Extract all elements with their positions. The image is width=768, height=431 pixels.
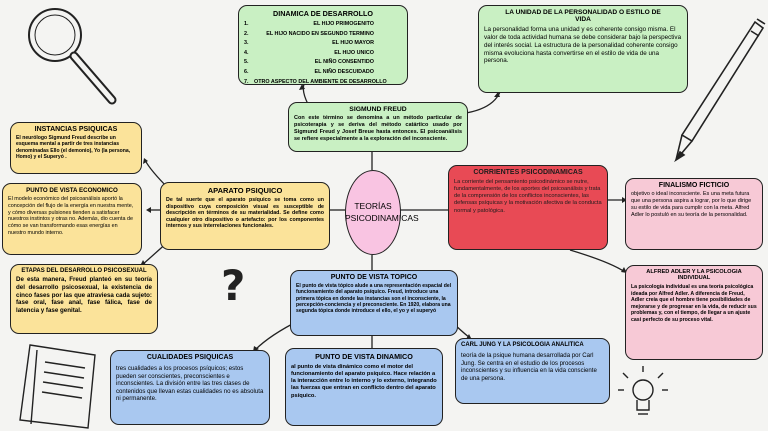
adler-box	[625, 265, 763, 360]
etapas-text: De esta manera, Freud planteó en su teoría del desarrollo psicosexual, la existencia de cinco fases por las que atraviesa cada sujeto: fase oral, fase anal, fase fálica, fase de latencia y fase genital.	[16, 276, 152, 314]
economico-box	[2, 183, 142, 255]
list-item: 1. EL HIJO PRIMOGENITO	[244, 21, 374, 27]
aparato-title: APARATO PSIQUICO	[207, 186, 283, 195]
cualidades-text: tres cualidades a los procesos psíquicos; estos pueden ser conscientes, preconscientes e inconscientes. La división entre las tres clases de contenidos que llevan estas cualidades no es absoluta ni permanente.	[116, 365, 264, 403]
corrientes-box	[448, 165, 608, 250]
cualidades-box	[110, 350, 270, 425]
jung-title: CARL JUNG Y LA PSICOLOGIA ANALITICA	[461, 342, 584, 348]
adler-text: La psicología individual es una teoría psicológica ideada por Alfred Adler. A diferencia de Freud, Adler creía que el hombre tiene posibilidades de mejorarse y de progresar en la vida, de reducir sus problemas y, con el tiempo, de llegar a un ajuste casi perfecto de su proceso vital.	[631, 284, 757, 323]
dinamica-list	[244, 20, 402, 85]
finalismo-text: objetivo o ideal inconsciente. Es una meta futura que una persona aspira a lograr, por lo que dirige su estilo de vida para cumplir con la meta. Alfred Adler lo postuló en su teoría de la personalidad.	[631, 191, 752, 218]
etapas-title: ETAPAS DEL DESARROLLO PSICOSEXUAL	[21, 268, 147, 274]
list-item: 2. EL HIJO NACIDO EN SEGUNDO TERMINO	[244, 30, 374, 37]
list-item: 3. EL HIJO MAYOR	[244, 40, 374, 47]
finalismo-box	[625, 178, 763, 250]
corrientes-text: La corriente del pensamiento psicodinámico se nutre, fundamentalmente, de los aportes del psicoanálisis y trata de la comprensión de los conflictos inconscientes, las defensas psíquicas y la motivación afectiva de la conducta normal y patológica.	[454, 179, 602, 214]
svg-text:?: ?	[221, 261, 246, 310]
unidad-title: LA UNIDAD DE LA PERSONALIDAD O ESTILO DE VIDA	[505, 9, 661, 23]
unidad-box	[478, 5, 688, 93]
cualidades-title: CUALIDADES PSIQUICAS	[146, 354, 234, 361]
list-item: 5. EL NIÑO CONSENTIDO	[244, 59, 374, 66]
aparato-box	[160, 182, 330, 250]
economico-text: El modelo económico del psicoanálisis aportó la concepción del flujo de la energía en nuestra mente, y cómo diversas pulsiones tienden a satisfacer nuestros instintos y otras no. Además, dio cuenta de cómo se van transformando esas energías en nuestro mundo interno.	[8, 196, 134, 236]
sigmund-text: Con este término se denomina a un método particular de psicoterapia y se deriva del método catártico usado por Sigmund Freud y Josef Breue hasta entonces. El psicoanálisis se refiere especialmente a la exploración del inconsciente.	[294, 115, 462, 142]
dinamico-text: al punto de vista dinámico como el motor del funcionamiento del aparato psíquico. Hace relación a la interacción entre lo interno y lo externo, integrando las fuerzas que entran en conflicto dentro del aparato psíquico.	[291, 364, 437, 399]
adler-title: ALFRED ADLER Y LA PSICOLOGIA INDIVIDUAL	[646, 269, 742, 281]
topico-title: PUNTO DE VISTA TOPICO	[330, 274, 418, 281]
economico-title: PUNTO DE VISTA ECONOMICO	[26, 187, 118, 194]
unidad-text: La personalidad forma una unidad y es coherente consigo misma. El valor de toda actividad humana se debe considerar bajo la perspectiva del interés social. La estructura de la personalidad coherente consigo misma evoluciona hasta convertirse en el estilo de vida de una persona.	[484, 26, 682, 65]
dinamico-box	[285, 348, 443, 426]
center-topic	[345, 170, 419, 255]
jung-box	[455, 338, 610, 404]
sigmund-box	[288, 102, 468, 152]
topico-box	[290, 270, 458, 336]
dinamica-title: DINAMICA DE DESARROLLO	[273, 9, 373, 18]
topico-text: El punto de vista tópico alude a una representación espacial del funcionamiento del aparato psíquico. Freud, introduce una primera tópica en donde las instancias son el inconsciente, la percepción-conciencia y el preconsciente. En 1920, elabora una segunda tópica donde introduce el ello, el yo y el superyó	[296, 283, 452, 315]
list-item: 7. OTRO ASPECTO DEL AMBIENTE DE DESARROLLO	[244, 78, 387, 85]
instancias-text: El neurólogo Sigmund Freud describe un esquema mental a partir de tres instancias denominadas Ello (el demonio), Yo (la persona, Homo) y el Superyó .	[16, 135, 131, 161]
instancias-box	[10, 122, 142, 174]
etapas-box	[10, 264, 158, 334]
list-item: 6. EL NIÑO DESCUIDADO	[244, 68, 374, 75]
finalismo-title: FINALISMO FICTICIO	[658, 182, 730, 189]
jung-text: teoría de la psique humana desarrollada por Carl Jung. Se centra en el estudio de los procesos inconscientes y su influencia en la vida consciente de una persona.	[461, 352, 597, 382]
aparato-text: De tal suerte que el aparato psíquico se toma como un dispositivo cuya composición visual es susceptible de descripción en términos de su materialidad. Se define como cualquier otro dispositivo o artefacto: por los componentes internos y sus interrelaciones funcionales.	[166, 197, 324, 230]
corrientes-title: CORRIENTES PSICODINAMICAS	[473, 169, 583, 176]
list-item: 4. EL HIJO UNICO	[244, 49, 374, 56]
dinamico-title: PUNTO DE VISTA DINAMICO	[315, 352, 413, 361]
instancias-title: INSTANCIAS PSIQUICAS	[34, 126, 118, 133]
dinamica-box	[238, 5, 408, 85]
sigmund-title: SIGMUND FREUD	[349, 106, 407, 113]
center-title: TEORÍAS PSICODINAMICAS	[345, 201, 419, 223]
